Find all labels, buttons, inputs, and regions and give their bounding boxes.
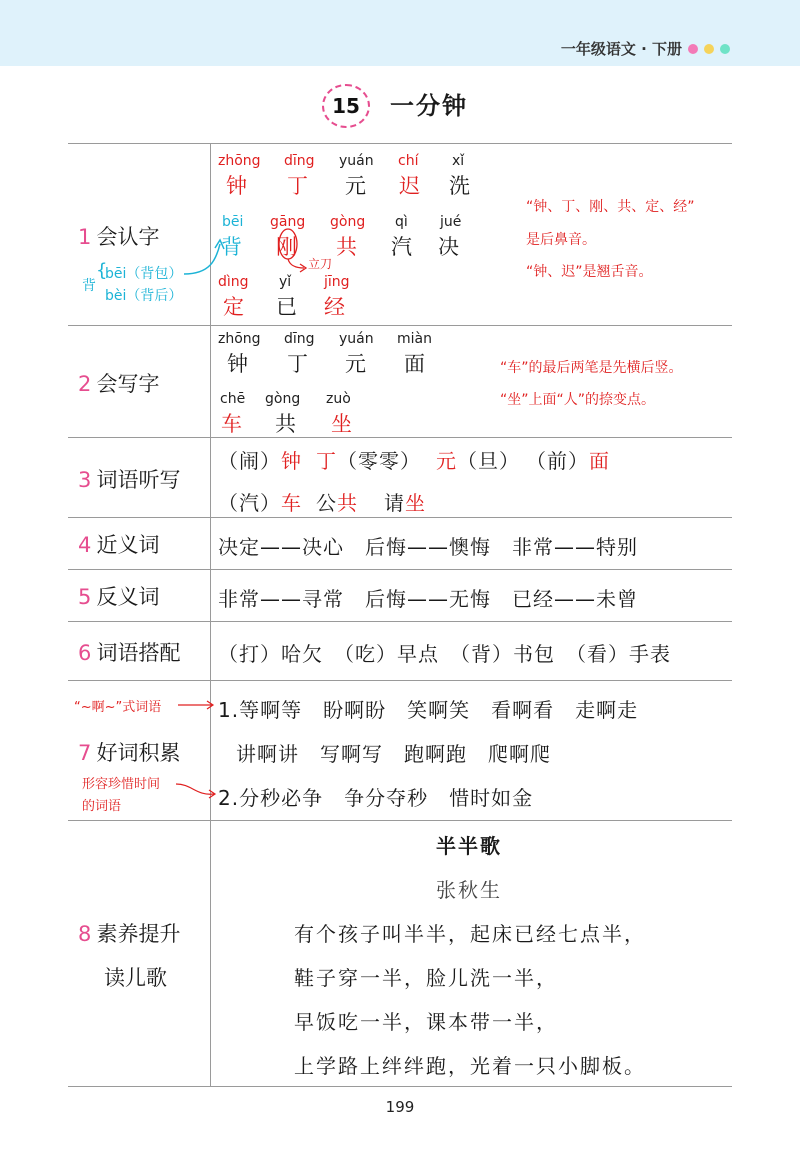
section-6-heading: 6 词语搭配 (78, 641, 181, 665)
poem-line: 上学路上绊绊跑，光着一只小脚板。 (294, 1054, 646, 1078)
good-words-line: 1.等啊等 盼啊盼 笑啊笑 看啊看 走啊走 (218, 698, 639, 722)
poem-line: 鞋子穿一半，脸儿洗一半， (294, 966, 558, 990)
polyphone-note-line: bèi（背后） (105, 288, 183, 304)
pinyin: yǐ (279, 274, 292, 290)
dictation-item: （汽）车 (218, 491, 302, 515)
character: 决 (438, 235, 459, 259)
pinyin: dīng (284, 153, 315, 169)
pinyin: dìng (218, 274, 249, 290)
pinyin: bēi (222, 214, 244, 230)
synonym-list: 决定——决心 后悔——懊悔 非常——特别 (218, 535, 638, 559)
table-rule (68, 680, 732, 681)
good-words-line: 2.分秒必争 争分夺秒 惜时如金 (218, 786, 534, 810)
radical-note: 立刀 (308, 257, 333, 271)
table-rule (68, 437, 732, 438)
poem-author: 张秋生 (436, 878, 502, 902)
character: 经 (324, 295, 345, 319)
table-rule (68, 569, 732, 570)
poem-line: 有个孩子叫半半，起床已经七点半， (294, 922, 646, 946)
table-column-divider (210, 143, 211, 1086)
pinyin: dīng (284, 331, 315, 347)
character: 汽 (391, 235, 412, 259)
section-8-heading: 8 素养提升 (78, 922, 181, 946)
word-pairing-list: （打）哈欠 （吃）早点 （背）书包 （看）手表 (218, 642, 671, 666)
table-rule (68, 1086, 732, 1087)
meaning-note: 的词语 (82, 799, 122, 814)
pinyin: zhōng (218, 331, 261, 347)
table-rule (68, 820, 732, 821)
character: 钟 (227, 352, 248, 376)
lesson-number: 15 (322, 84, 370, 128)
character: 丁 (287, 352, 308, 376)
section-8-sublabel: 读儿歌 (104, 966, 167, 990)
polyphone-note-line: bēi（背包） (105, 266, 183, 282)
character: 迟 (399, 174, 420, 198)
character: 背 (221, 235, 242, 259)
section-2-heading: 2 会写字 (78, 372, 160, 396)
good-words-line: 讲啊讲 写啊写 跑啊跑 爬啊爬 (236, 742, 551, 766)
brace: { (96, 260, 108, 281)
pronunciation-note: “钟、丁、刚、共、定、经” (526, 199, 695, 215)
character: 坐 (331, 412, 352, 436)
page-number: 199 (385, 1098, 415, 1116)
dictation-item: 元（旦） (436, 449, 520, 473)
character: 车 (221, 412, 242, 436)
book-header: 一年级语文 · 下册 (560, 40, 682, 58)
pinyin: gāng (270, 214, 306, 230)
pinyin: miàn (397, 331, 432, 347)
table-rule (68, 621, 732, 622)
character: 已 (276, 295, 297, 319)
pinyin: yuán (339, 153, 374, 169)
pinyin: gòng (330, 214, 366, 230)
character: 定 (223, 295, 244, 319)
pinyin: chí (398, 153, 419, 169)
section-4-heading: 4 近义词 (78, 533, 160, 557)
meaning-note: 形容珍惜时间 (82, 777, 161, 792)
section-7-heading: 7 好词积累 (78, 741, 181, 765)
pinyin: qì (395, 214, 408, 230)
pinyin: gòng (265, 391, 301, 407)
lesson-title: 一分钟 (390, 92, 468, 120)
dictation-item: 丁（零零） (316, 449, 421, 473)
character: 元 (345, 174, 366, 198)
pinyin: jué (440, 214, 462, 230)
pinyin: xǐ (452, 153, 465, 169)
decor-dot-green (720, 44, 730, 54)
dictation-item: （前）面 (526, 449, 610, 473)
section-1-heading: 1 会认字 (78, 225, 160, 249)
decor-dot-yellow (704, 44, 714, 54)
section-5-heading: 5 反义词 (78, 585, 160, 609)
pronunciation-note: 是后鼻音。 (526, 232, 596, 248)
decor-dot-pink (688, 44, 698, 54)
poem-line: 早饭吃一半，课本带一半， (294, 1010, 558, 1034)
word-pattern-note: “~啊~”式词语 (74, 700, 162, 715)
dictation-item: 公共 (316, 491, 358, 515)
stroke-note: “坐”上面“人”的捺变点。 (500, 392, 656, 408)
dictation-item: 请坐 (384, 491, 426, 515)
character: 钟 (226, 174, 247, 198)
dictation-item: （闹）钟 (218, 449, 302, 473)
annotation-arrow (176, 698, 216, 712)
character: 洗 (449, 174, 470, 198)
annotation-arrow (180, 236, 226, 280)
pinyin: zuò (326, 391, 351, 407)
pronunciation-note: “钟、迟”是翘舌音。 (526, 264, 653, 280)
poem-title: 半半歌 (436, 834, 502, 858)
pinyin: chē (220, 391, 246, 407)
pinyin: jīng (324, 274, 350, 290)
character: 共 (336, 235, 357, 259)
pinyin: zhōng (218, 153, 261, 169)
annotation-arrow (174, 780, 218, 804)
character: 刚 (276, 235, 297, 259)
table-rule (68, 517, 732, 518)
table-rule (68, 325, 732, 326)
character: 面 (404, 352, 425, 376)
stroke-note: “车”的最后两笔是先横后竖。 (500, 360, 683, 376)
character: 元 (345, 352, 366, 376)
table-rule (68, 143, 732, 144)
character: 共 (275, 412, 296, 436)
section-3-heading: 3 词语听写 (78, 468, 181, 492)
polyphone-note-prefix: 背 (82, 278, 96, 294)
pinyin: yuán (339, 331, 374, 347)
character: 丁 (287, 174, 308, 198)
antonym-list: 非常——寻常 后悔——无悔 已经——未曾 (218, 587, 638, 611)
